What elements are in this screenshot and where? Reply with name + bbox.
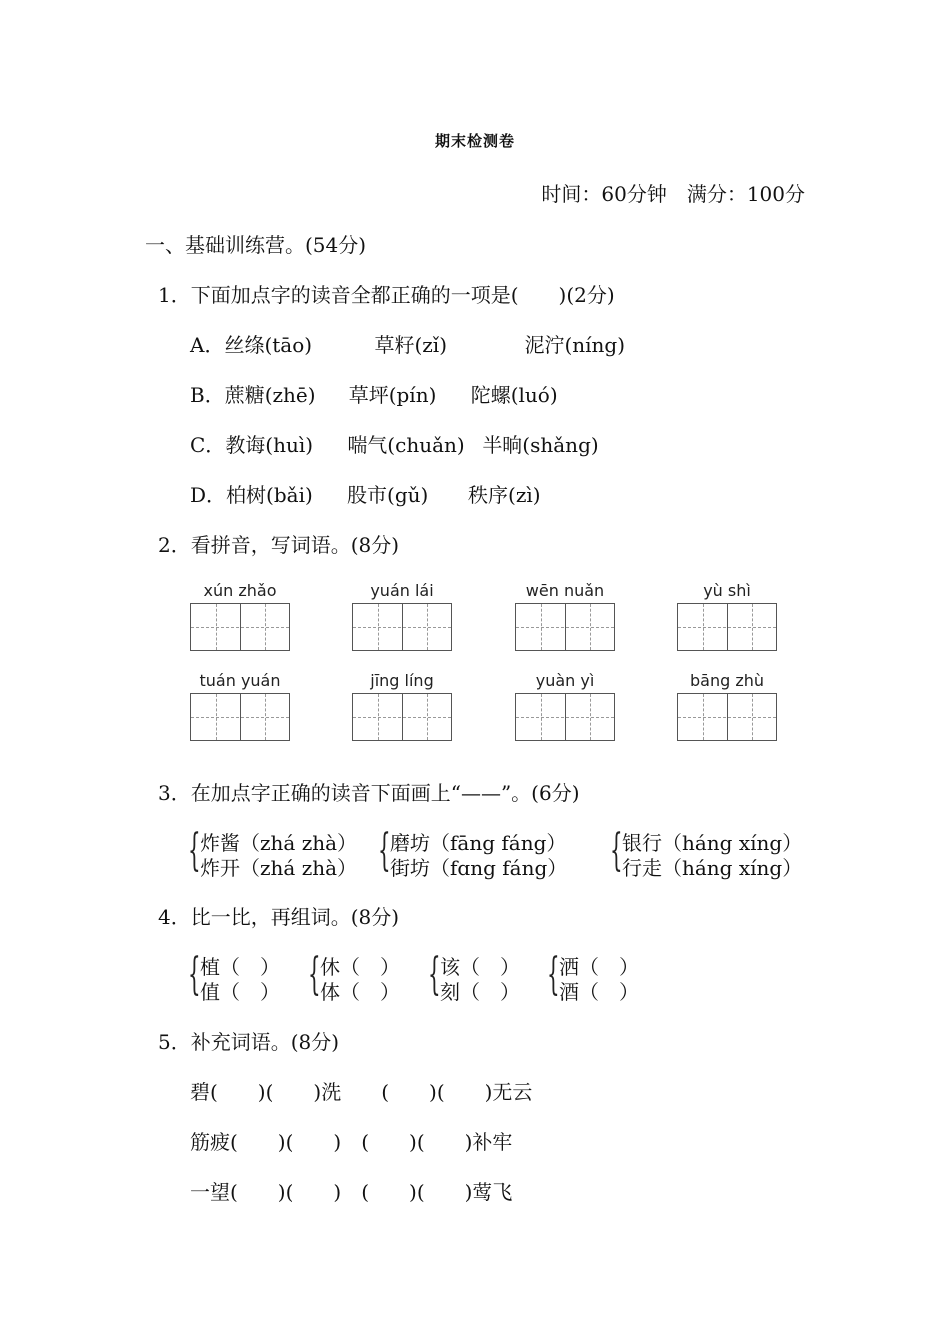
question-1-stem: 1．下面加点字的读音全都正确的一项是( )(2分) <box>158 283 615 307</box>
writing-grid[interactable] <box>515 693 615 741</box>
q4-item[interactable]: 洒（ ） <box>559 955 639 979</box>
question-2-stem: 2．看拼音，写词语。(8分) <box>158 533 400 557</box>
q3-item[interactable]: 街坊（fɑng fáng） <box>390 856 568 880</box>
q3-item[interactable]: 银行（háng xíng） <box>622 831 803 855</box>
pinyin-label: yuàn yì <box>535 671 595 690</box>
q3-item[interactable]: 行走（háng xíng） <box>622 856 803 880</box>
q4-item[interactable]: 酒（ ） <box>559 980 639 1004</box>
writing-grid[interactable] <box>190 693 290 741</box>
pinyin-label: yù shì <box>703 581 751 600</box>
idiom-fill-line[interactable]: 一望( )( ) ( )( )莺飞 <box>190 1180 513 1204</box>
writing-grid[interactable] <box>190 603 290 651</box>
question-5-stem: 5．补充词语。(8分) <box>158 1030 340 1054</box>
q3-item[interactable]: 炸酱（zhá zhà） <box>200 831 358 855</box>
q4-item[interactable]: 植（ ） <box>200 955 280 979</box>
pinyin-label: bāng zhù <box>689 671 765 690</box>
q3-item[interactable]: 炸开（zhá zhà） <box>200 856 358 880</box>
question-3-stem: 3．在加点字正确的读音下面画上“——”。(6分) <box>158 781 580 805</box>
q1-option-c[interactable]: C．教诲(huì) 喘气(chuǎn) 半晌(shǎng) <box>190 433 599 457</box>
writing-grid[interactable] <box>677 693 777 741</box>
writing-grid[interactable] <box>677 603 777 651</box>
q4-item[interactable]: 刻（ ） <box>440 980 520 1004</box>
q4-item[interactable]: 体（ ） <box>320 980 400 1004</box>
section-heading: 一、基础训练营。(54分) <box>145 233 367 257</box>
q1-option-a[interactable]: A．丝绦(tāo) 草籽(zǐ) 泥泞(níng) <box>190 333 626 357</box>
q4-item[interactable]: 该（ ） <box>440 955 520 979</box>
pinyin-label: wēn nuǎn <box>525 581 605 600</box>
q4-item[interactable]: 值（ ） <box>200 980 280 1004</box>
pinyin-label: yuán lái <box>370 581 434 600</box>
writing-grid[interactable] <box>515 603 615 651</box>
idiom-fill-line[interactable]: 碧( )( )洗 ( )( )无云 <box>190 1080 533 1104</box>
pinyin-label: jīng líng <box>370 671 434 690</box>
q1-option-d[interactable]: D．柏树(bǎi) 股市(gǔ) 秩序(zì) <box>190 483 541 507</box>
pinyin-label: xún zhǎo <box>203 581 277 600</box>
page-title: 期末检测卷 <box>434 132 515 150</box>
writing-grid[interactable] <box>352 693 452 741</box>
pinyin-label: tuán yuán <box>199 671 281 690</box>
idiom-fill-line[interactable]: 筋疲( )( ) ( )( )补牢 <box>190 1130 513 1154</box>
q1-option-b[interactable]: B．蔗糖(zhē) 草坪(pín) 陀螺(luó) <box>190 383 558 407</box>
question-4-stem: 4．比一比，再组词。(8分) <box>158 905 400 929</box>
writing-grid[interactable] <box>352 603 452 651</box>
q3-item[interactable]: 磨坊（fāng fáng） <box>390 831 567 855</box>
exam-meta: 时间：60分钟 满分：100分 <box>541 182 805 206</box>
q4-item[interactable]: 休（ ） <box>320 955 400 979</box>
